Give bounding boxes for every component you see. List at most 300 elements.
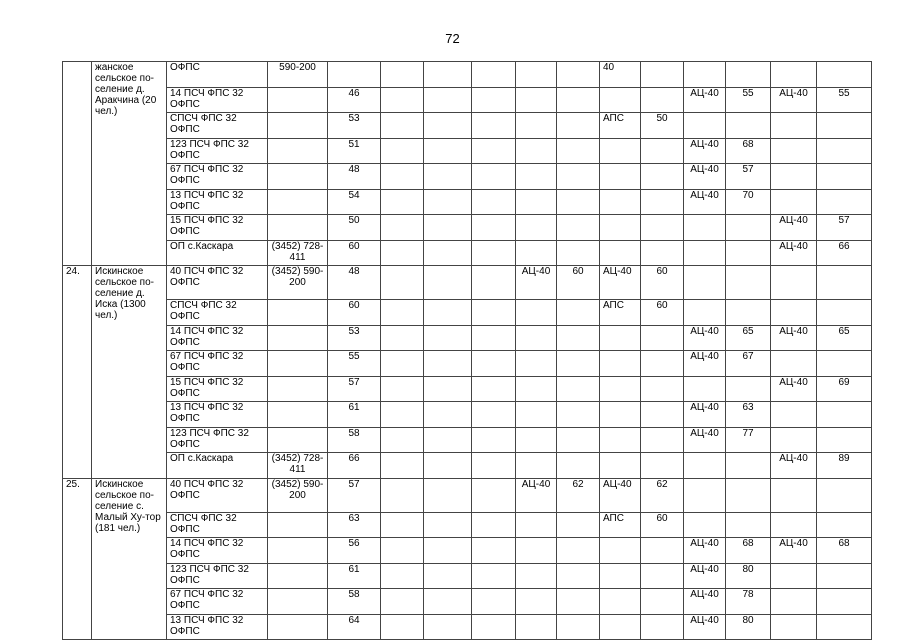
value-cell-10 — [641, 138, 684, 164]
value-cell-10 — [641, 215, 684, 241]
value-cell-9 — [600, 87, 641, 113]
value-cell-5 — [424, 62, 472, 88]
settlement-cell: жанское сельское по-селение д. Аракчина (20 чел.) — [92, 62, 167, 266]
value-cell-6 — [472, 402, 516, 428]
value-cell-12: 78 — [726, 589, 771, 615]
value-cell-13 — [771, 563, 817, 589]
phone-cell: (3452) 590-200 — [268, 478, 328, 512]
value-cell-10 — [641, 427, 684, 453]
table-row — [63, 563, 872, 589]
time-cell: 58 — [328, 427, 381, 453]
value-cell-7 — [516, 402, 557, 428]
unit-cell: 123 ПСЧ ФПС 32 ОФПС — [167, 563, 268, 589]
value-cell-12: 77 — [726, 427, 771, 453]
unit-cell: 67 ПСЧ ФПС 32 ОФПС — [167, 351, 268, 377]
unit-cell: 13 ПСЧ ФПС 32 ОФПС — [167, 189, 268, 215]
value-cell-7 — [516, 113, 557, 139]
value-cell-5 — [424, 351, 472, 377]
value-cell-11: АЦ-40 — [684, 87, 726, 113]
phone-cell — [268, 164, 328, 190]
value-cell-14 — [817, 512, 872, 538]
time-cell: 54 — [328, 189, 381, 215]
value-cell-10 — [641, 538, 684, 564]
value-cell-14: 66 — [817, 240, 872, 266]
unit-cell: СПСЧ ФПС 32 ОФПС — [167, 512, 268, 538]
value-cell-10 — [641, 376, 684, 402]
unit-cell: ОФПС — [167, 62, 268, 88]
phone-cell — [268, 351, 328, 377]
phone-cell — [268, 589, 328, 615]
time-cell: 60 — [328, 300, 381, 326]
value-cell-8 — [557, 538, 600, 564]
value-cell-14 — [817, 266, 872, 300]
value-cell-6 — [472, 189, 516, 215]
phone-cell: (3452) 728-411 — [268, 453, 328, 479]
value-cell-7 — [516, 240, 557, 266]
value-cell-8 — [557, 300, 600, 326]
value-cell-10 — [641, 164, 684, 190]
phone-cell — [268, 402, 328, 428]
table-row — [63, 62, 872, 88]
value-cell-4 — [381, 351, 424, 377]
value-cell-8 — [557, 351, 600, 377]
value-cell-13 — [771, 164, 817, 190]
value-cell-5 — [424, 614, 472, 640]
table-row — [63, 240, 872, 266]
value-cell-11: АЦ-40 — [684, 563, 726, 589]
value-cell-13 — [771, 138, 817, 164]
time-cell: 61 — [328, 402, 381, 428]
value-cell-5 — [424, 402, 472, 428]
value-cell-10: 50 — [641, 113, 684, 139]
value-cell-13 — [771, 351, 817, 377]
value-cell-13 — [771, 62, 817, 88]
value-cell-11 — [684, 300, 726, 326]
value-cell-9 — [600, 215, 641, 241]
value-cell-8 — [557, 376, 600, 402]
value-cell-8 — [557, 563, 600, 589]
unit-cell: 67 ПСЧ ФПС 32 ОФПС — [167, 589, 268, 615]
value-cell-13 — [771, 402, 817, 428]
value-cell-4 — [381, 325, 424, 351]
phone-cell — [268, 614, 328, 640]
value-cell-13 — [771, 189, 817, 215]
value-cell-10 — [641, 402, 684, 428]
value-cell-12: 65 — [726, 325, 771, 351]
value-cell-13 — [771, 427, 817, 453]
value-cell-12: 63 — [726, 402, 771, 428]
value-cell-7 — [516, 589, 557, 615]
value-cell-5 — [424, 538, 472, 564]
phone-cell — [268, 427, 328, 453]
time-cell: 60 — [328, 240, 381, 266]
value-cell-8 — [557, 589, 600, 615]
value-cell-8 — [557, 614, 600, 640]
value-cell-4 — [381, 402, 424, 428]
value-cell-5 — [424, 427, 472, 453]
value-cell-12 — [726, 113, 771, 139]
value-cell-4 — [381, 427, 424, 453]
value-cell-9 — [600, 563, 641, 589]
value-cell-4 — [381, 138, 424, 164]
value-cell-9 — [600, 589, 641, 615]
value-cell-11: АЦ-40 — [684, 589, 726, 615]
value-cell-9: АПС — [600, 113, 641, 139]
settlement-cell: Искинское сельское по-селение д. Иска (1300 чел.) — [92, 266, 167, 479]
value-cell-5 — [424, 113, 472, 139]
value-cell-13 — [771, 589, 817, 615]
value-cell-11 — [684, 266, 726, 300]
phone-cell — [268, 325, 328, 351]
value-cell-14 — [817, 614, 872, 640]
value-cell-10 — [641, 189, 684, 215]
value-cell-9 — [600, 240, 641, 266]
value-cell-4 — [381, 453, 424, 479]
value-cell-8 — [557, 138, 600, 164]
value-cell-4 — [381, 164, 424, 190]
phone-cell: 590-200 — [268, 62, 328, 88]
value-cell-8 — [557, 325, 600, 351]
value-cell-6 — [472, 138, 516, 164]
value-cell-6 — [472, 478, 516, 512]
value-cell-6 — [472, 563, 516, 589]
table-row — [63, 113, 872, 139]
value-cell-7 — [516, 215, 557, 241]
phone-cell — [268, 138, 328, 164]
unit-cell: 15 ПСЧ ФПС 32 ОФПС — [167, 215, 268, 241]
value-cell-11 — [684, 453, 726, 479]
value-cell-5 — [424, 138, 472, 164]
time-cell: 56 — [328, 538, 381, 564]
value-cell-11 — [684, 478, 726, 512]
value-cell-14 — [817, 189, 872, 215]
value-cell-6 — [472, 512, 516, 538]
value-cell-13: АЦ-40 — [771, 325, 817, 351]
unit-cell: 14 ПСЧ ФПС 32 ОФПС — [167, 325, 268, 351]
value-cell-7 — [516, 164, 557, 190]
value-cell-7 — [516, 453, 557, 479]
value-cell-7 — [516, 138, 557, 164]
value-cell-8 — [557, 215, 600, 241]
page-number: 72 — [445, 31, 460, 46]
value-cell-12: 57 — [726, 164, 771, 190]
value-cell-10: 60 — [641, 266, 684, 300]
table-row — [63, 351, 872, 377]
value-cell-8 — [557, 453, 600, 479]
value-cell-14 — [817, 138, 872, 164]
value-cell-11: АЦ-40 — [684, 614, 726, 640]
time-cell — [328, 62, 381, 88]
value-cell-5 — [424, 189, 472, 215]
time-cell: 66 — [328, 453, 381, 479]
value-cell-14 — [817, 113, 872, 139]
value-cell-12: 70 — [726, 189, 771, 215]
value-cell-7 — [516, 300, 557, 326]
value-cell-11: АЦ-40 — [684, 138, 726, 164]
value-cell-4 — [381, 87, 424, 113]
value-cell-4 — [381, 266, 424, 300]
value-cell-8 — [557, 189, 600, 215]
value-cell-4 — [381, 113, 424, 139]
value-cell-8 — [557, 512, 600, 538]
value-cell-5 — [424, 512, 472, 538]
value-cell-12: 80 — [726, 614, 771, 640]
value-cell-11 — [684, 215, 726, 241]
value-cell-12: 68 — [726, 138, 771, 164]
value-cell-6 — [472, 62, 516, 88]
value-cell-9: АПС — [600, 300, 641, 326]
value-cell-6 — [472, 164, 516, 190]
value-cell-14: 69 — [817, 376, 872, 402]
value-cell-9 — [600, 325, 641, 351]
value-cell-6 — [472, 325, 516, 351]
value-cell-9 — [600, 427, 641, 453]
unit-cell: 14 ПСЧ ФПС 32 ОФПС — [167, 538, 268, 564]
value-cell-11 — [684, 240, 726, 266]
value-cell-11 — [684, 512, 726, 538]
value-cell-4 — [381, 300, 424, 326]
value-cell-11 — [684, 62, 726, 88]
table-row — [63, 164, 872, 190]
value-cell-6 — [472, 614, 516, 640]
unit-cell: 67 ПСЧ ФПС 32 ОФПС — [167, 164, 268, 190]
value-cell-9 — [600, 614, 641, 640]
value-cell-9: 40 — [600, 62, 641, 88]
value-cell-5 — [424, 240, 472, 266]
table-row — [63, 402, 872, 428]
value-cell-5 — [424, 478, 472, 512]
value-cell-6 — [472, 266, 516, 300]
value-cell-4 — [381, 614, 424, 640]
value-cell-7 — [516, 87, 557, 113]
phone-cell — [268, 538, 328, 564]
unit-cell: СПСЧ ФПС 32 ОФПС — [167, 113, 268, 139]
value-cell-10 — [641, 325, 684, 351]
settlement-cell: Искинское сельское по-селение с. Малый Ху-тор (181 чел.) — [92, 478, 167, 640]
value-cell-14 — [817, 402, 872, 428]
table-row — [63, 478, 872, 512]
value-cell-6 — [472, 589, 516, 615]
value-cell-7 — [516, 614, 557, 640]
value-cell-6 — [472, 87, 516, 113]
value-cell-4 — [381, 215, 424, 241]
value-cell-14 — [817, 427, 872, 453]
value-cell-9 — [600, 164, 641, 190]
row-number-cell — [63, 62, 92, 266]
value-cell-11: АЦ-40 — [684, 402, 726, 428]
row-number-cell: 25. — [63, 478, 92, 640]
value-cell-13: АЦ-40 — [771, 87, 817, 113]
unit-cell: 14 ПСЧ ФПС 32 ОФПС — [167, 87, 268, 113]
value-cell-10 — [641, 240, 684, 266]
time-cell: 57 — [328, 478, 381, 512]
value-cell-13 — [771, 113, 817, 139]
value-cell-9 — [600, 189, 641, 215]
unit-cell: ОП с.Каскара — [167, 240, 268, 266]
table-row — [63, 138, 872, 164]
value-cell-12 — [726, 240, 771, 266]
value-cell-5 — [424, 266, 472, 300]
value-cell-11: АЦ-40 — [684, 164, 726, 190]
value-cell-14 — [817, 300, 872, 326]
value-cell-9 — [600, 453, 641, 479]
value-cell-14 — [817, 563, 872, 589]
table-row — [63, 512, 872, 538]
value-cell-6 — [472, 300, 516, 326]
value-cell-7 — [516, 325, 557, 351]
table-row — [63, 87, 872, 113]
value-cell-4 — [381, 189, 424, 215]
value-cell-8: 60 — [557, 266, 600, 300]
unit-cell: 13 ПСЧ ФПС 32 ОФПС — [167, 402, 268, 428]
value-cell-9 — [600, 402, 641, 428]
table-row — [63, 427, 872, 453]
value-cell-9: АЦ-40 — [600, 266, 641, 300]
table-row — [63, 266, 872, 300]
value-cell-12 — [726, 453, 771, 479]
value-cell-14 — [817, 351, 872, 377]
value-cell-6 — [472, 453, 516, 479]
table-row — [63, 589, 872, 615]
time-cell: 48 — [328, 266, 381, 300]
unit-cell: 13 ПСЧ ФПС 32 ОФПС — [167, 614, 268, 640]
phone-cell — [268, 300, 328, 326]
value-cell-5 — [424, 164, 472, 190]
value-cell-4 — [381, 538, 424, 564]
value-cell-13: АЦ-40 — [771, 453, 817, 479]
value-cell-6 — [472, 351, 516, 377]
value-cell-12: 55 — [726, 87, 771, 113]
value-cell-6 — [472, 538, 516, 564]
value-cell-4 — [381, 240, 424, 266]
value-cell-4 — [381, 62, 424, 88]
value-cell-5 — [424, 300, 472, 326]
value-cell-8 — [557, 427, 600, 453]
value-cell-12 — [726, 478, 771, 512]
value-cell-9 — [600, 351, 641, 377]
value-cell-12: 80 — [726, 563, 771, 589]
value-cell-13 — [771, 478, 817, 512]
value-cell-9: АПС — [600, 512, 641, 538]
time-cell: 58 — [328, 589, 381, 615]
value-cell-11: АЦ-40 — [684, 351, 726, 377]
value-cell-13 — [771, 512, 817, 538]
value-cell-14 — [817, 589, 872, 615]
value-cell-10: 60 — [641, 512, 684, 538]
value-cell-6 — [472, 113, 516, 139]
value-cell-12: 67 — [726, 351, 771, 377]
value-cell-11: АЦ-40 — [684, 189, 726, 215]
phone-cell — [268, 563, 328, 589]
value-cell-14: 57 — [817, 215, 872, 241]
time-cell: 57 — [328, 376, 381, 402]
time-cell: 64 — [328, 614, 381, 640]
value-cell-9 — [600, 376, 641, 402]
value-cell-10 — [641, 87, 684, 113]
value-cell-8 — [557, 164, 600, 190]
table-row — [63, 215, 872, 241]
value-cell-8 — [557, 87, 600, 113]
value-cell-7 — [516, 351, 557, 377]
phone-cell — [268, 87, 328, 113]
value-cell-14: 68 — [817, 538, 872, 564]
value-cell-14 — [817, 62, 872, 88]
time-cell: 53 — [328, 325, 381, 351]
value-cell-12 — [726, 300, 771, 326]
phone-cell: (3452) 590-200 — [268, 266, 328, 300]
value-cell-4 — [381, 563, 424, 589]
time-cell: 46 — [328, 87, 381, 113]
value-cell-13: АЦ-40 — [771, 215, 817, 241]
value-cell-7 — [516, 62, 557, 88]
row-number-cell: 24. — [63, 266, 92, 479]
phone-cell — [268, 376, 328, 402]
value-cell-6 — [472, 215, 516, 241]
phone-cell — [268, 189, 328, 215]
value-cell-7 — [516, 512, 557, 538]
value-cell-5 — [424, 215, 472, 241]
phone-cell — [268, 512, 328, 538]
value-cell-7 — [516, 538, 557, 564]
value-cell-7 — [516, 563, 557, 589]
value-cell-8 — [557, 402, 600, 428]
table-row — [63, 453, 872, 479]
value-cell-11: АЦ-40 — [684, 325, 726, 351]
unit-cell: СПСЧ ФПС 32 ОФПС — [167, 300, 268, 326]
value-cell-6 — [472, 376, 516, 402]
value-cell-10 — [641, 62, 684, 88]
value-cell-10 — [641, 589, 684, 615]
value-cell-13: АЦ-40 — [771, 240, 817, 266]
value-cell-5 — [424, 87, 472, 113]
value-cell-5 — [424, 563, 472, 589]
value-cell-10 — [641, 453, 684, 479]
value-cell-7: АЦ-40 — [516, 478, 557, 512]
value-cell-6 — [472, 240, 516, 266]
table-row — [63, 376, 872, 402]
value-cell-14: 89 — [817, 453, 872, 479]
unit-cell: 15 ПСЧ ФПС 32 ОФПС — [167, 376, 268, 402]
value-cell-8 — [557, 113, 600, 139]
value-cell-12: 68 — [726, 538, 771, 564]
value-cell-7: АЦ-40 — [516, 266, 557, 300]
time-cell: 51 — [328, 138, 381, 164]
value-cell-10 — [641, 563, 684, 589]
time-cell: 50 — [328, 215, 381, 241]
value-cell-8 — [557, 240, 600, 266]
value-cell-13 — [771, 614, 817, 640]
value-cell-14 — [817, 478, 872, 512]
value-cell-13 — [771, 300, 817, 326]
value-cell-8 — [557, 62, 600, 88]
value-cell-14: 65 — [817, 325, 872, 351]
phone-cell — [268, 113, 328, 139]
table-row — [63, 325, 872, 351]
value-cell-8: 62 — [557, 478, 600, 512]
value-cell-11: АЦ-40 — [684, 427, 726, 453]
value-cell-9: АЦ-40 — [600, 478, 641, 512]
value-cell-13: АЦ-40 — [771, 376, 817, 402]
value-cell-11 — [684, 113, 726, 139]
value-cell-6 — [472, 427, 516, 453]
value-cell-7 — [516, 189, 557, 215]
value-cell-10 — [641, 614, 684, 640]
response-table — [62, 61, 872, 640]
phone-cell — [268, 215, 328, 241]
value-cell-5 — [424, 589, 472, 615]
value-cell-4 — [381, 512, 424, 538]
value-cell-11 — [684, 376, 726, 402]
